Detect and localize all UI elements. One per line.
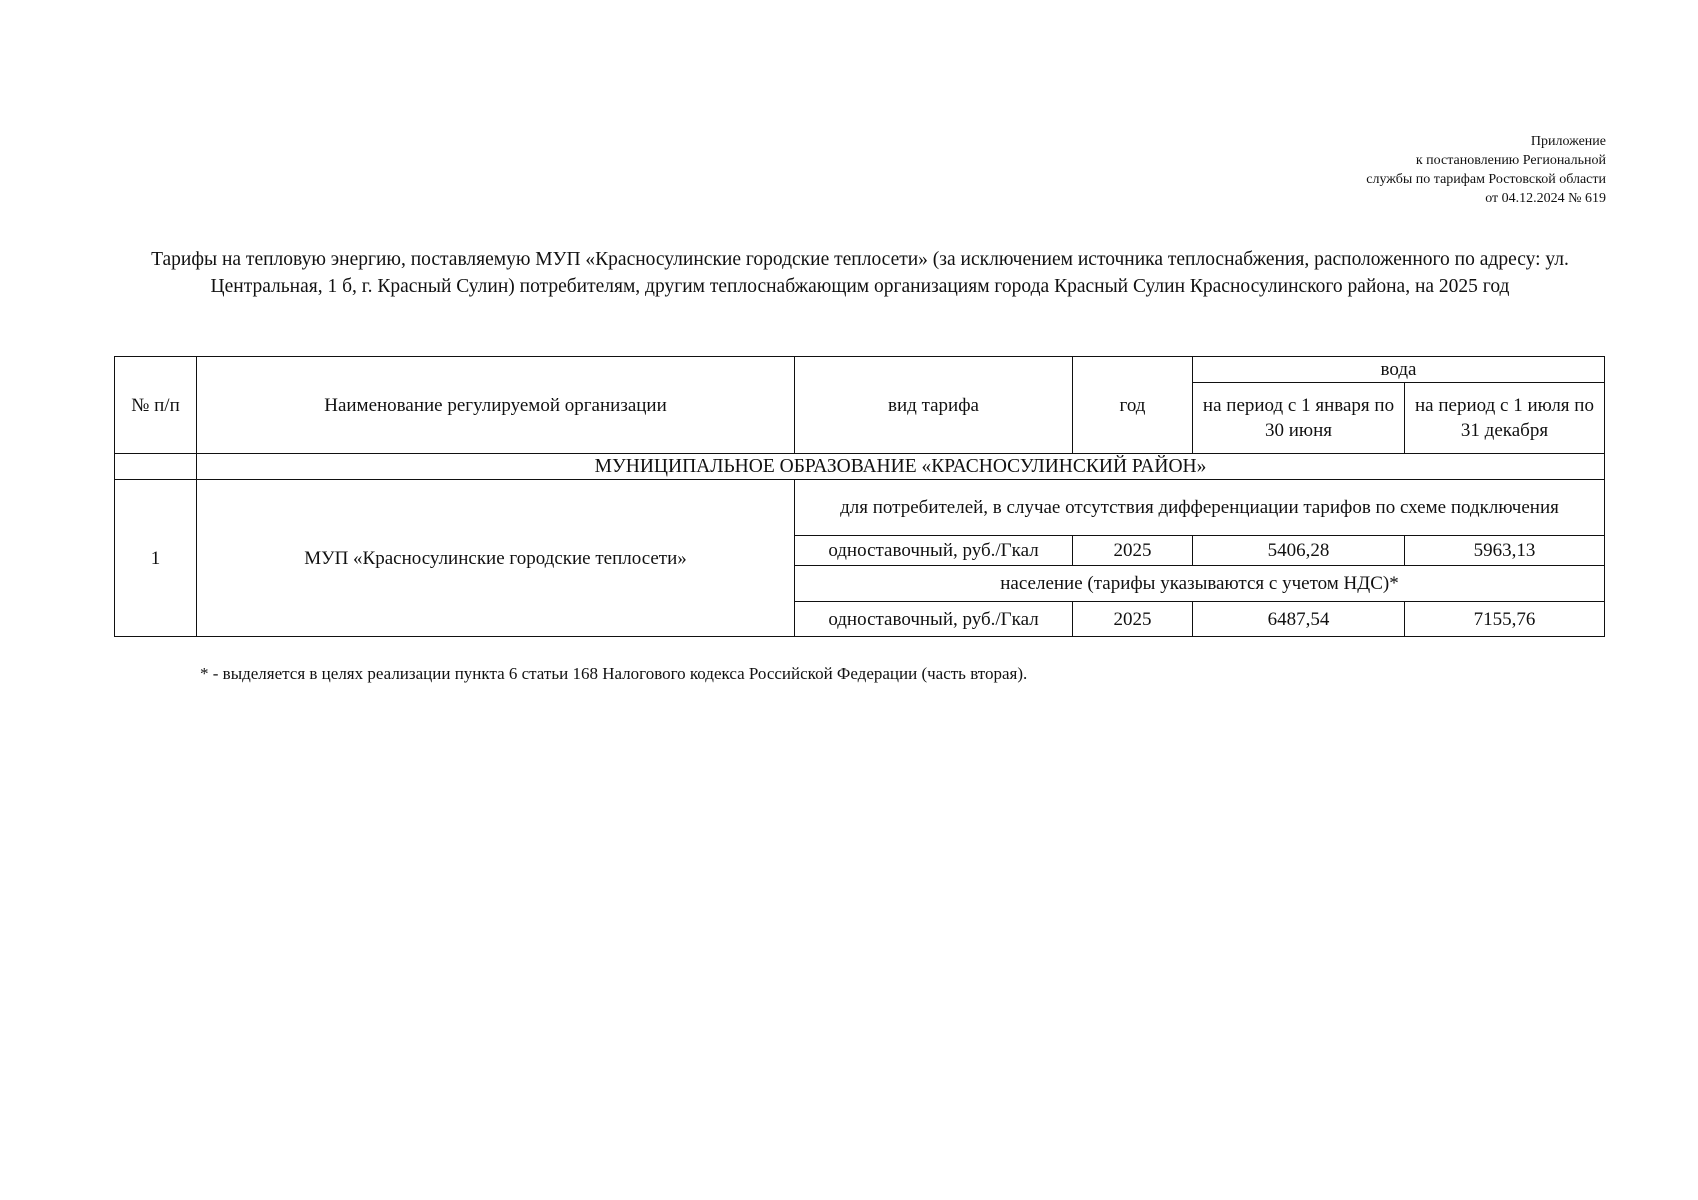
row-number: 1 <box>115 480 197 637</box>
tariff-type-cell: одноставочный, руб./Гкал <box>795 602 1073 637</box>
period-1-value: 6487,54 <box>1193 602 1405 637</box>
appendix-authority: службы по тарифам Ростовской области <box>1366 172 1606 187</box>
header-tariff-type: вид тарифа <box>795 357 1073 454</box>
row-organization: МУП «Красносулинские городские теплосети» <box>197 480 795 637</box>
document-title: Тарифы на тепловую энергию, поставляемую МУП «Красносулинские городские теплосети» (за исключением источника теплоснабжения, расположенного по адресу: ул. Центральная, 1 б, г. Красный Сулин) потребителям, другим теплоснабжающим организациям города Красный Сулин Красносулинского района, на 2025 год <box>151 249 1569 297</box>
section-row <box>115 454 1605 480</box>
header-number: № п/п <box>115 357 197 454</box>
tariff-table <box>114 356 1605 637</box>
appendix-title: Приложение <box>1530 134 1606 149</box>
header-period-1: на период с 1 января по 30 июня <box>1193 383 1405 454</box>
year-cell: 2025 <box>1073 602 1193 637</box>
appendix-block <box>1366 132 1606 208</box>
table-row <box>115 480 1605 536</box>
section-number-cell <box>115 454 197 480</box>
period-1-value: 5406,28 <box>1193 536 1405 566</box>
appendix-date-number: от 04.12.2024 № 619 <box>1485 191 1606 206</box>
year-cell: 2025 <box>1073 536 1193 566</box>
header-water: вода <box>1193 357 1605 383</box>
table-header-row <box>115 357 1605 383</box>
group-label-population: население (тарифы указываются с учетом НДС)* <box>795 566 1605 602</box>
period-2-value: 7155,76 <box>1405 602 1605 637</box>
period-2-value: 5963,13 <box>1405 536 1605 566</box>
section-title: МУНИЦИПАЛЬНОЕ ОБРАЗОВАНИЕ «КРАСНОСУЛИНСКИЙ РАЙОН» <box>197 454 1605 480</box>
tariff-type-cell: одноставочный, руб./Гкал <box>795 536 1073 566</box>
header-year: год <box>1073 357 1193 454</box>
footnote: * - выделяется в целях реализации пункта 6 статьи 168 Налогового кодекса Российской Федерации (часть вторая). <box>200 664 1028 683</box>
group-label-consumers: для потребителей, в случае отсутствия дифференциации тарифов по схеме подключения <box>795 480 1605 536</box>
appendix-resolution: к постановлению Региональной <box>1415 153 1606 168</box>
header-period-2: на период с 1 июля по 31 декабря <box>1405 383 1605 454</box>
header-organization: Наименование регулируемой организации <box>197 357 795 454</box>
